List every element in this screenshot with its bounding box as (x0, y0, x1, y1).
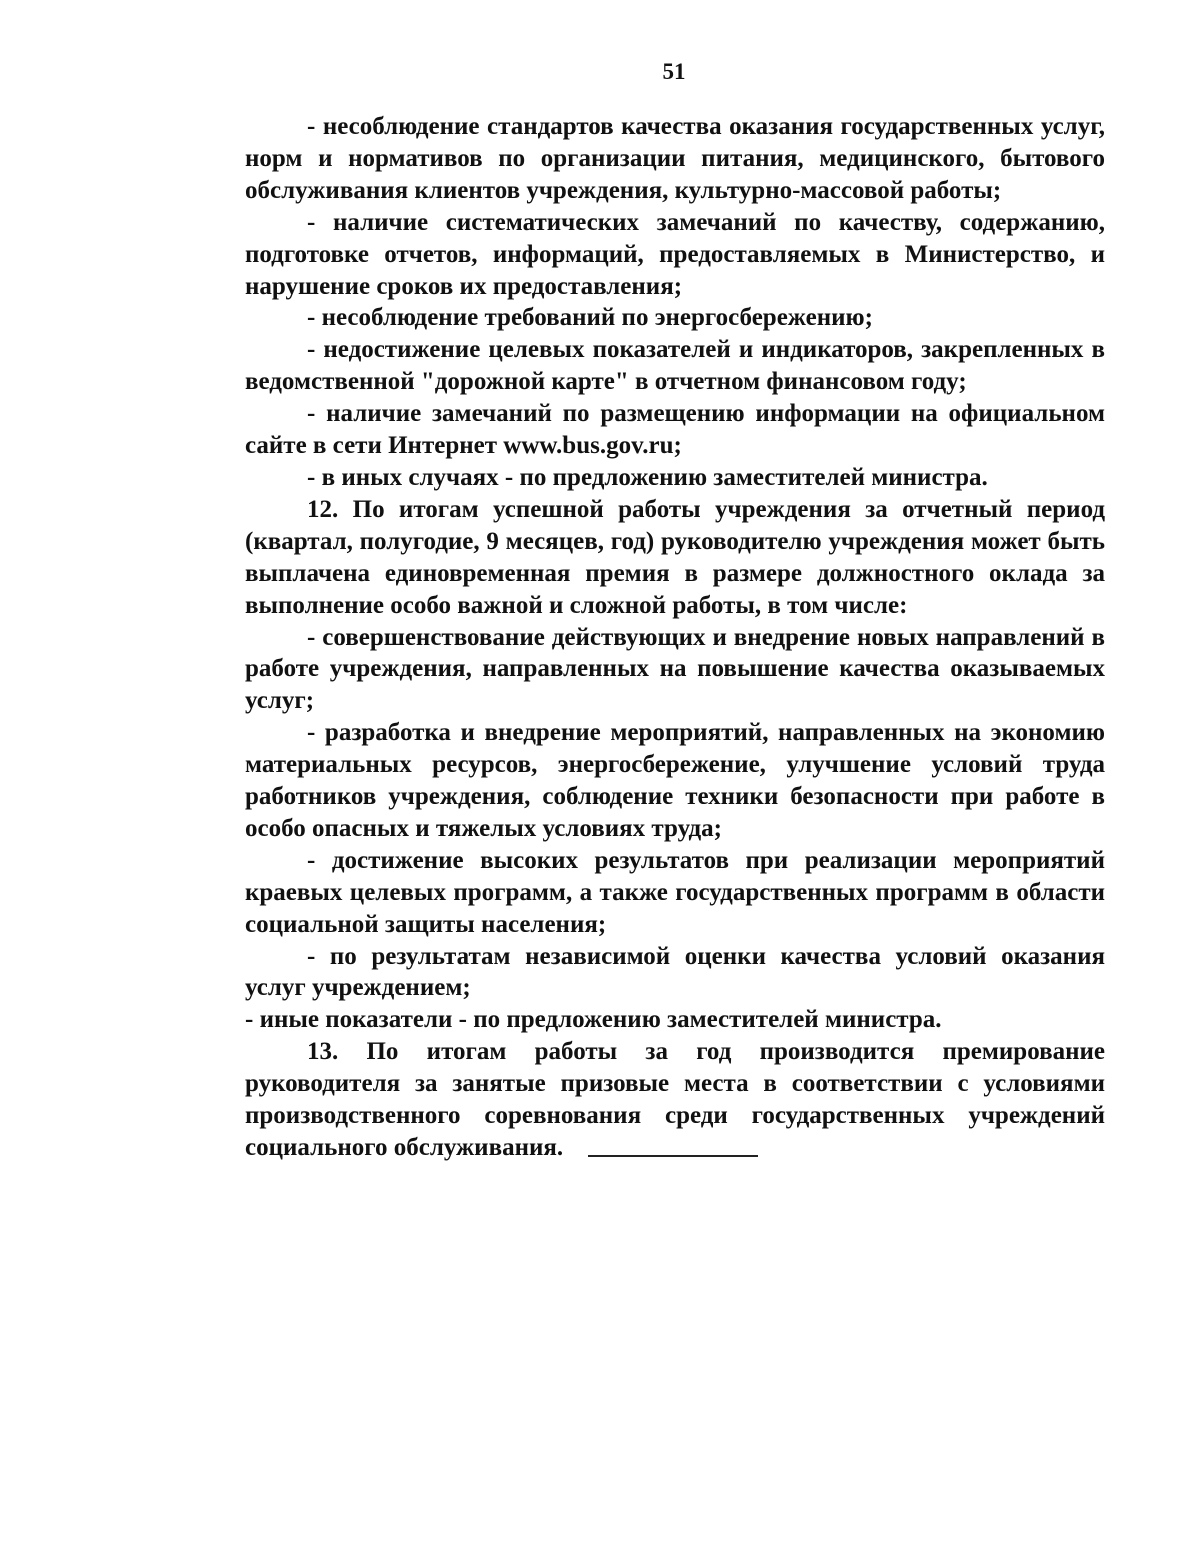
paragraph-item-13: 13. По итогам работы за год производится премирование руководителя за занятые призовые места в соответствии с условиями производственного соревнования среди государственных учреждений социального обслуживания. (245, 1038, 1105, 1161)
paragraph-new-directions: - совершенствование действующих и внедрение новых направлений в работе учреждения, направленных на повышение качества оказываемых услуг; (245, 623, 1105, 715)
paragraph-program-results: - достижение высоких результатов при реализации мероприятий краевых целевых программ, а также государственных программ в области социальной защиты населения; (245, 846, 1105, 938)
paragraph-other-indicators: - иные показатели - по предложению заместителей министра. (245, 1006, 942, 1034)
paragraph-standards-noncompliance: - несоблюдение стандартов качества оказания государственных услуг, норм и нормативов по организации питания, медицинского, бытового обслуживания клиентов учреждения, культурно-массовой работы; (245, 113, 1105, 204)
page-number: 51 (662, 59, 686, 84)
paragraph-website-remarks: - наличие замечаний по размещению информации на официальном сайте в сети Интернет www.bus.gov.ru; (245, 400, 1105, 460)
end-of-document-rule (588, 1155, 758, 1157)
paragraph-resource-economy: - разработка и внедрение мероприятий, направленных на экономию материальных ресурсов, энергосбережение, улучшение условий труда работников учреждения, соблюдение техники безопасности при работе в особо опасных и тяжелых условиях труда; (245, 719, 1105, 842)
paragraph-other-cases: - в иных случаях - по предложению заместителей министра. (307, 463, 988, 491)
paragraph-roadmap-targets: - недостижение целевых показателей и индикаторов, закрепленных в ведомственной "дорожной карте" в отчетном финансовом году; (245, 336, 1105, 396)
paragraph-item-12: 12. По итогам успешной работы учреждения за отчетный период (квартал, полугодие, 9 месяцев, год) руководителю учреждения может быть выплачена единовременная премия в размере должностного оклада за выполнение особо важной и сложной работы, в том числе: (245, 495, 1105, 619)
document-body (245, 111, 1105, 1164)
paragraph-systematic-remarks: - наличие систематических замечаний по качеству, содержанию, подготовке отчетов, информаций, предоставляемых в Министерство, и нарушение сроков их предоставления; (245, 208, 1105, 300)
paragraph-energy-saving: - несоблюдение требований по энергосбережению; (307, 304, 873, 332)
paragraph-independent-assessment: - по результатам независимой оценки качества условий оказания услуг учреждением; (245, 942, 1105, 1002)
